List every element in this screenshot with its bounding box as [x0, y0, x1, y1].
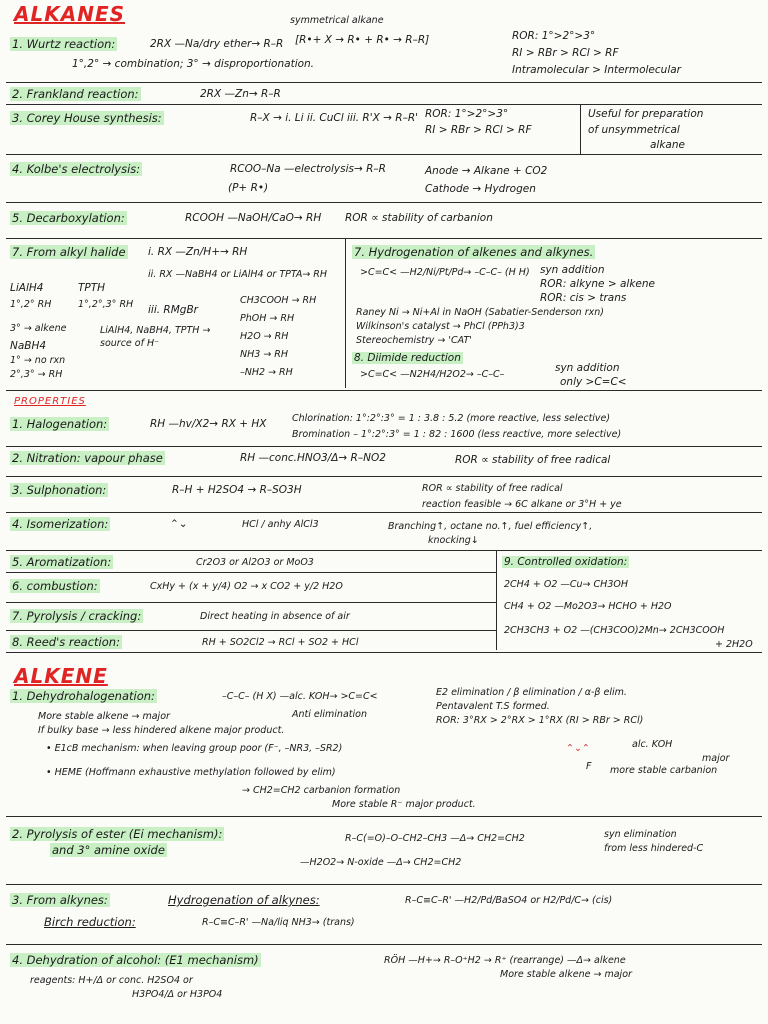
alkyl-halide-label: 7. From alkyl halide [12, 245, 126, 259]
divider [6, 390, 762, 391]
ester-note1: syn elimination [604, 829, 677, 840]
diimide-eq: >C=C< —N2H4/H2O2→ –C–C– [360, 369, 505, 380]
kolbe-label: 4. Kolbe's electrolysis: [12, 162, 141, 176]
corey-note2: of unsymmetrical [588, 124, 680, 136]
alkyl-halide-i: i. RX —Zn/H+→ RH [148, 246, 248, 258]
tpth: TPTH [78, 282, 106, 294]
controlled-label: 9. Controlled oxidation: [504, 556, 628, 568]
halogenation-eq: RH —hv/X2→ RX + HX [150, 418, 267, 430]
sulphonation-label: 3. Sulphonation: [12, 483, 107, 497]
alkyne-eq: R–C≡C–R' —H2/Pd/BaSO4 or H2/Pd/C→ (cis) [405, 895, 613, 906]
wurtz-line2: 1°,2° → combination; 3° → disproportionation. [72, 58, 315, 70]
rh23: 2°,3° → RH [10, 369, 63, 380]
dehydro-major: major [702, 753, 730, 764]
divider [6, 572, 496, 573]
divider [6, 884, 762, 885]
reagent-5: –NH2 → RH [240, 367, 293, 378]
isomerization-note1: Branching↑, octane no.↑, fuel efficiency↑, [388, 521, 593, 532]
ester-eq: R–C(=O)–O–CH2–CH3 —Δ→ CH2=CH2 [345, 833, 525, 844]
divider [6, 652, 762, 653]
dehydration-reagents: reagents: H+/Δ or conc. H2SO4 or [30, 975, 193, 986]
norxn: 1° → no rxn [10, 355, 66, 366]
halogenation-chlor: Chlorination: 1°:2°:3° = 1 : 3.8 : 5.2 (more reactive, less selective) [292, 413, 611, 424]
wurtz-ror3: Intramolecular > Intermolecular [512, 64, 681, 76]
hydrogenation-ror1: ROR: alkyne > alkene [540, 278, 655, 290]
divider [6, 446, 762, 447]
dehydration-stable: More stable alkene → major [500, 969, 632, 980]
dehydro-eq: –C–C– (H X) —alc. KOH→ >C=C< [222, 691, 378, 702]
corey-ror2: RI > RBr > RCl > RF [425, 124, 532, 136]
ester-label: 2. Pyrolysis of ester (Ei mechanism): [12, 827, 223, 841]
dehydro-penta: Pentavalent T.S formed. [436, 701, 550, 712]
sulphonation-note1: ROR ∝ stability of free radical [422, 483, 563, 494]
wurtz-label: 1. Wurtz reaction: [12, 37, 116, 51]
divider [6, 550, 762, 551]
isomerization-label: 4. Isomerization: [12, 517, 109, 531]
divider [6, 202, 762, 203]
properties-title: PROPERTIES [14, 396, 86, 407]
divider [496, 550, 497, 650]
halogenation-label: 1. Halogenation: [12, 417, 108, 431]
divider [6, 602, 496, 603]
hydrogenation-ror2: ROR: cis > trans [540, 292, 627, 304]
hydrogenation-stereo: Stereochemistry → 'CAT' [356, 335, 472, 346]
dehydro-structure-icon: ⌃⌄⌃ [566, 743, 590, 754]
corey-label: 3. Corey House synthesis: [12, 111, 162, 125]
hydrogenation-raney: Raney Ni → Ni+Al in NaOH (Sabatier-Senderson rxn) [356, 307, 604, 318]
source: LiAlH4, NaBH4, TPTH → source of H⁻ [100, 325, 211, 349]
dehydro-fl: F [586, 761, 592, 772]
dehydro-alckoh: alc. KOH [632, 739, 673, 750]
reagent-4: NH3 → RH [240, 349, 289, 360]
wurtz-mech: [R•+ X → R• + R• → R–R] [295, 34, 430, 46]
wurtz-sym-note: symmetrical alkane [290, 15, 384, 26]
hydrogenation-eq: >C=C< —H2/Ni/Pt/Pd→ –C–C– (H H) [360, 267, 530, 278]
decarbox-note: ROR ∝ stability of carbanion [345, 212, 493, 224]
dehydration-label: 4. Dehydration of alcohol: (E1 mechanism) [12, 953, 259, 967]
alkyne-birch: Birch reduction: [44, 915, 136, 929]
dehydration-eq: RÖH —H+→ R–O⁺H2 → R⁺ (rearrange) —Δ→ alkene [384, 955, 626, 966]
aromatization-eq: Cr2O3 or Al2O3 or MoO3 [196, 557, 314, 568]
alkyne-label: 3. From alkynes: [12, 893, 108, 907]
reed-label: 8. Reed's reaction: [12, 635, 120, 649]
tpth-rh: 1°,2°,3° RH [78, 299, 134, 310]
controlled-eq1: 2CH4 + O2 —Cu→ CH3OH [504, 579, 628, 590]
divider [6, 104, 762, 105]
hydrogenation-label: 7. Hydrogenation of alkenes and alkynes. [354, 245, 594, 259]
halogenation-brom: Bromination – 1°:2°:3° = 1 : 82 : 1600 (less reactive, more selective) [292, 429, 622, 440]
dehydro-carbanion: more stable carbanion [610, 765, 718, 776]
nabh4: NaBH4 [10, 340, 47, 352]
divider [580, 104, 581, 154]
wurtz-ror2: RI > RBr > RCl > RF [512, 47, 619, 59]
corey-eq: R–X → i. Li ii. CuCl iii. R'X → R–R' [250, 112, 418, 124]
nitration-label: 2. Nitration: vapour phase [12, 451, 163, 465]
dehydro-anti: Anti elimination [292, 709, 367, 720]
wurtz-eq: 2RX —Na/dry ether→ R–R [150, 38, 284, 50]
dehydro-ror: ROR: 3°RX > 2°RX > 1°RX (RI > RBr > RCl) [436, 715, 644, 726]
divider [6, 630, 496, 631]
corey-note1: Useful for preparation [588, 108, 704, 120]
nitration-note: ROR ∝ stability of free radical [455, 454, 611, 466]
dehydration-reagents2: H3PO4/Δ or H3PO4 [132, 989, 223, 1000]
divider [6, 238, 762, 239]
dehydro-label: 1. Dehydrohalogenation: [12, 689, 155, 703]
decarbox-label: 5. Decarboxylation: [12, 211, 125, 225]
combustion-label: 6. combustion: [12, 579, 98, 593]
kolbe-ions: (P+ R•) [228, 182, 269, 194]
controlled-eq3: 2CH3CH3 + O2 —(CH3COO)2Mn→ 2CH3COOH [504, 625, 725, 636]
diimide-label: 8. Diimide reduction [354, 352, 461, 364]
ester-label2: and 3° amine oxide [52, 843, 165, 857]
alkyne-birch-eq: R–C≡C–R' —Na/liq NH3→ (trans) [202, 917, 355, 928]
wurtz-ror1: ROR: 1°>2°>3° [512, 30, 596, 42]
pyrolysis-eq: Direct heating in absence of air [200, 611, 350, 622]
dehydro-stable: More stable alkene → major [38, 711, 170, 722]
combustion-eq: CxHy + (x + y/4) O2 → x CO2 + y/2 H2O [150, 581, 343, 592]
dehydro-heme: • HEME (Hoffmann exhaustive methylation followed by elim) [46, 767, 336, 778]
alkene-title: ALKENE [14, 664, 108, 688]
divider [6, 82, 762, 83]
lialh4: LiAlH4 [10, 282, 44, 294]
kolbe-eq: RCOO–Na —electrolysis→ R–R [230, 163, 386, 175]
sulphonation-note2: reaction feasible → 6C alkane or 3°H + ye [422, 499, 622, 510]
isomerization-reagent: HCl / anhy AlCl3 [242, 519, 319, 530]
alkyl-halide-iii: iii. RMgBr [148, 304, 198, 316]
corey-note3: alkane [650, 139, 685, 151]
nitration-eq: RH —conc.HNO3/Δ→ R–NO2 [240, 452, 386, 464]
alkyne-hyd: Hydrogenation of alkynes: [168, 893, 320, 907]
divider [6, 816, 762, 817]
controlled-eq3b: + 2H2O [715, 639, 753, 650]
alkanes-title: ALKANES [14, 2, 126, 26]
dehydro-heme-note: More stable R⁻ major product. [332, 799, 476, 810]
divider [345, 238, 346, 388]
divider [6, 476, 762, 477]
diimide-only: only >C=C< [560, 376, 627, 388]
frankland-label: 2. Frankland reaction: [12, 87, 139, 101]
lialh4-rh: 1°,2° RH [10, 299, 52, 310]
aromatization-label: 5. Aromatization: [12, 555, 112, 569]
pyrolysis-label: 7. Pyrolysis / cracking: [12, 609, 142, 623]
ester-amine: —H2O2→ N-oxide —Δ→ CH2=CH2 [300, 857, 462, 868]
corey-ror1: ROR: 1°>2°>3° [425, 108, 509, 120]
isomerization-chain-icon: ⌃⌄ [170, 518, 188, 530]
dehydro-heme-eq: → CH2=CH2 carbanion formation [242, 785, 401, 796]
diimide-syn: syn addition [555, 362, 620, 374]
hydrogenation-wilkinson: Wilkinson's catalyst → PhCl (PPh3)3 [356, 321, 525, 332]
isomerization-note2: knocking↓ [428, 535, 479, 546]
reed-eq: RH + SO2Cl2 → RCl + SO2 + HCl [202, 637, 359, 648]
sulphonation-eq: R–H + H2SO4 → R–SO3H [172, 484, 302, 496]
alkyl-halide-ii: ii. RX —NaBH4 or LiAlH4 or TPTA→ RH [148, 269, 328, 280]
decarbox-eq: RCOOH —NaOH/CaO→ RH [185, 212, 322, 224]
dehydro-mech: E2 elimination / β elimination / α-β elim. [436, 687, 627, 698]
reagent-2: PhOH → RH [240, 313, 295, 324]
divider [6, 944, 762, 945]
frankland-eq: 2RX —Zn→ R–R [200, 88, 281, 100]
alkene3: 3° → alkene [10, 323, 67, 334]
ester-note2: from less hindered-C [604, 843, 704, 854]
dehydro-bulky: If bulky base → less hindered alkene major product. [38, 725, 285, 736]
dehydro-e1cb: • E1cB mechanism: when leaving group poor (F⁻, –NR3, –SR2) [46, 743, 343, 754]
divider [6, 512, 762, 513]
hydrogenation-syn: syn addition [540, 264, 605, 276]
reagent-3: H2O → RH [240, 331, 289, 342]
reagent-1: CH3COOH → RH [240, 295, 317, 306]
kolbe-cathode: Cathode → Hydrogen [425, 183, 536, 195]
kolbe-anode: Anode → Alkane + CO2 [425, 165, 548, 177]
divider [6, 154, 762, 155]
controlled-eq2: CH4 + O2 —Mo2O3→ HCHO + H2O [504, 601, 672, 612]
